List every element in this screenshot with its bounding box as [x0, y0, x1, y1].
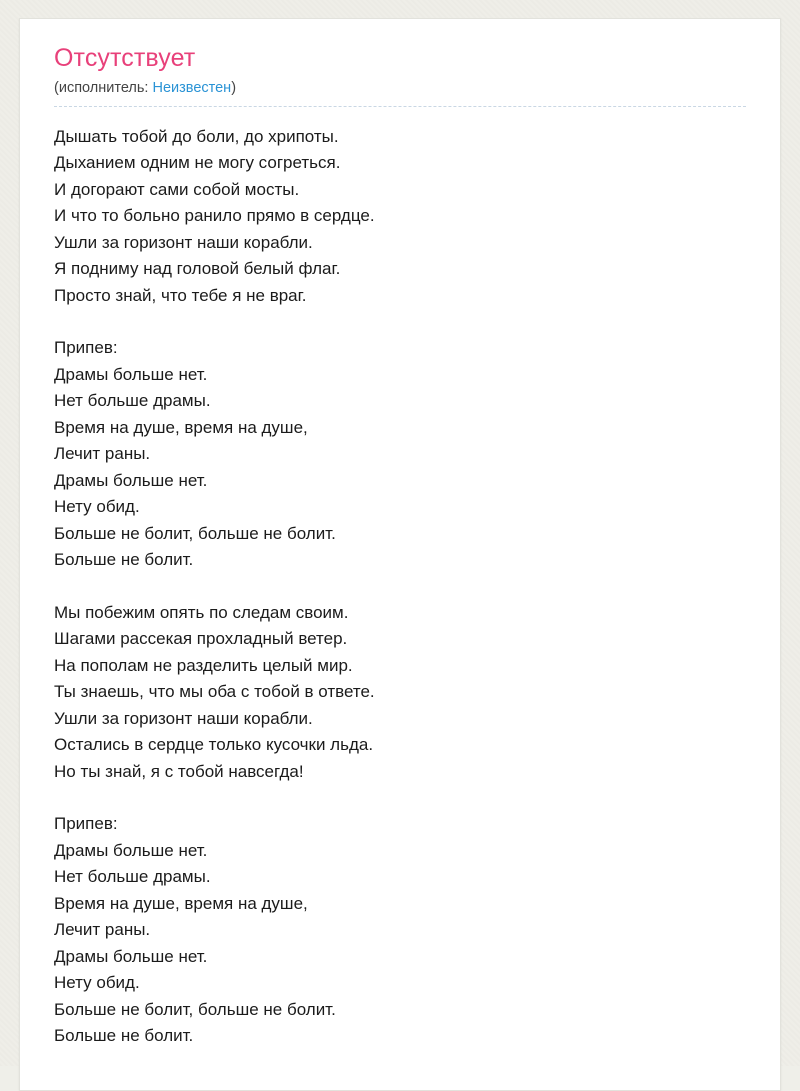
lyric-line: Ушли за горизонт наши корабли.	[54, 232, 313, 252]
lyric-line: Ушли за горизонт наши корабли.	[54, 708, 313, 728]
lyric-line: Больше не болит, больше не болит.	[54, 523, 336, 543]
lyric-line: Нет больше драмы.	[54, 867, 211, 886]
lyric-line: Время на душе, время на душе,	[54, 893, 308, 913]
lyric-line: Лечит раны.	[54, 920, 151, 939]
lyric-line: Остались в сердце только кусочки льда.	[54, 735, 374, 754]
lyric-line: Лечит раны.	[54, 444, 151, 463]
artist-label: исполнитель:	[58, 79, 149, 96]
lyric-line: Драмы больше нет.	[54, 364, 208, 384]
lyric-line: Ты знаешь, что мы оба с тобой в ответе.	[54, 682, 375, 701]
lyric-line: Но ты знай, я с тобой навсегда!	[54, 761, 304, 781]
lyric-line: Нету обид.	[54, 973, 140, 992]
page-title: Отсутствует	[54, 44, 196, 72]
lyric-line: Я подниму над головой белый флаг.	[54, 259, 341, 278]
lyric-line: Дышать тобой до боли, до хрипоты.	[54, 126, 339, 146]
lyric-line: Припев:	[54, 338, 118, 357]
lyrics-body	[54, 124, 746, 1050]
lyric-line: И что то больно ранило прямо в сердце.	[54, 206, 375, 225]
lyric-line: Нет больше драмы.	[54, 391, 211, 410]
close-paren: )	[231, 79, 237, 96]
lyrics-block	[54, 335, 746, 574]
lyrics-block	[54, 124, 746, 310]
lyric-line: Драмы больше нет.	[54, 840, 208, 860]
lyric-line: Драмы больше нет.	[54, 946, 208, 966]
lyric-line: Время на душе, время на душе,	[54, 417, 308, 437]
lyric-line: Просто знай, что тебе я не враг.	[54, 285, 307, 305]
lyrics-block	[54, 811, 746, 1050]
artist-link[interactable]: Неизвестен	[152, 79, 232, 96]
lyric-line: Припев:	[54, 814, 118, 833]
lyrics-sheet	[19, 18, 781, 1091]
lyric-line: Больше не болит.	[54, 1026, 194, 1045]
lyric-line: Шагами рассекая прохладный ветер.	[54, 629, 348, 648]
lyric-line: Драмы больше нет.	[54, 470, 208, 490]
lyric-line: Мы побежим опять по следам своим.	[54, 602, 349, 622]
lyric-line: Больше не болит.	[54, 550, 194, 569]
lyrics-block	[54, 600, 746, 786]
lyric-line: Нету обид.	[54, 497, 140, 516]
open-paren: (	[54, 79, 59, 96]
lyric-line: Дыханием одним не могу согреться.	[54, 153, 341, 172]
lyric-line: Больше не болит, больше не болит.	[54, 999, 336, 1019]
artist-line	[54, 80, 746, 107]
lyric-line: И догорают сами собой мосты.	[54, 179, 300, 199]
lyric-line: На пополам не разделить целый мир.	[54, 655, 353, 675]
